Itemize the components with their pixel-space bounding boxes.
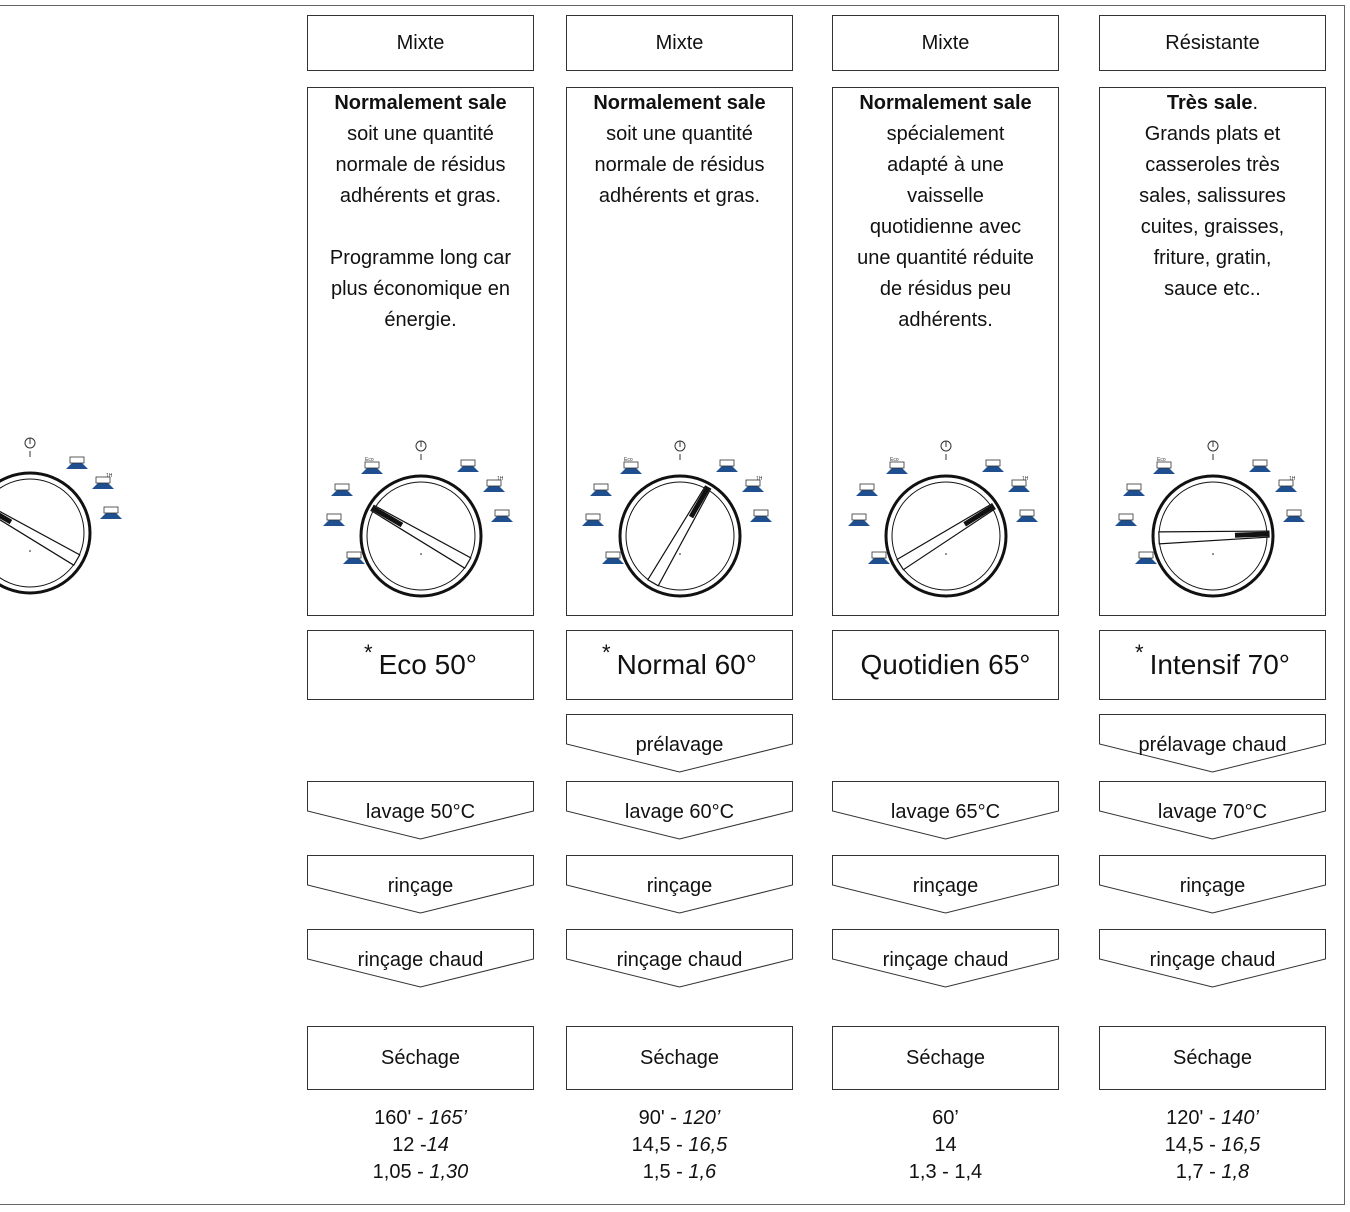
- svg-text:Eco: Eco: [365, 457, 374, 463]
- program-dial-illustration: [826, 428, 1066, 598]
- program-name-box: [832, 630, 1059, 700]
- step-label: rinçage chaud: [357, 949, 484, 971]
- step-label: rinçage chaud: [882, 949, 1009, 971]
- stat-line: 1,3 - 1,4: [908, 1161, 983, 1183]
- program-name-box: [307, 630, 534, 700]
- drying-step: Séchage: [566, 1026, 793, 1090]
- step-rincage-chaud: [566, 929, 793, 989]
- program-stats: [307, 1105, 534, 1186]
- description-text: Grands plats et casseroles très sales, salissures cuites, graisses, friture, gratin, sauce etc..: [1139, 123, 1286, 300]
- svg-text:Eco: Eco: [1157, 457, 1166, 463]
- program-description: [307, 87, 534, 616]
- step-label: lavage 70°C: [1157, 801, 1268, 823]
- svg-text:Eco: Eco: [890, 457, 899, 463]
- program-description: [832, 87, 1059, 616]
- step-label: rinçage chaud: [616, 949, 743, 971]
- step-lavage: [832, 781, 1059, 841]
- stat-line: 90' - 120’: [638, 1107, 721, 1129]
- program-star: *: [364, 640, 373, 665]
- program-name-box: [566, 630, 793, 700]
- category-header: Résistante: [1099, 15, 1326, 71]
- program-name: Quotidien 65°: [860, 649, 1031, 680]
- step-label: lavage 65°C: [890, 801, 1001, 823]
- drying-step: Séchage: [307, 1026, 534, 1090]
- svg-text:Eco: Eco: [624, 457, 633, 463]
- step-rincage: [832, 855, 1059, 915]
- program-dial-illustration: [1093, 428, 1333, 598]
- step-lavage: [1099, 781, 1326, 841]
- step-rincage-chaud: [1099, 929, 1326, 989]
- category-header: Mixte: [832, 15, 1059, 71]
- stat-line: 1,5 - 1,6: [642, 1161, 717, 1183]
- description-title: Normalement sale: [859, 92, 1032, 114]
- program-dial-illustration: [301, 428, 541, 598]
- description-text: spécialement adapté à une vaisselle quotidienne avec une quantité réduite de résidus peu adhérents.: [857, 123, 1034, 331]
- program-description: [1099, 87, 1326, 616]
- stat-line: 160' - 165’: [374, 1107, 467, 1129]
- step-rincage-chaud: [832, 929, 1059, 989]
- stat-line: 14,5 - 16,5: [1164, 1134, 1261, 1156]
- category-header: Mixte: [566, 15, 793, 71]
- description-text: soit une quantité normale de résidus adhérents et gras.: [594, 123, 765, 207]
- step-prelavage: [566, 714, 793, 774]
- step-label: lavage 60°C: [624, 801, 735, 823]
- description-title: Très sale.: [1166, 92, 1259, 114]
- stat-line: 14: [934, 1134, 957, 1156]
- step-rincage: [1099, 855, 1326, 915]
- program-name: Normal 60°: [616, 649, 757, 680]
- category-header: Mixte: [307, 15, 534, 71]
- svg-text:1H: 1H: [756, 476, 763, 482]
- program-description: [566, 87, 793, 616]
- svg-text:1H: 1H: [1289, 476, 1296, 482]
- stat-line: 14,5 - 16,5: [631, 1134, 728, 1156]
- program-name: Intensif 70°: [1149, 649, 1290, 680]
- step-label: rinçage: [912, 875, 979, 897]
- step-label: prélavage: [635, 734, 724, 756]
- program-name: Eco 50°: [378, 649, 477, 680]
- program-star: *: [602, 640, 611, 665]
- drying-step: Séchage: [1099, 1026, 1326, 1090]
- step-label: rinçage chaud: [1149, 949, 1276, 971]
- side-dial-illustration: [0, 425, 170, 635]
- step-lavage: [566, 781, 793, 841]
- step-rincage: [307, 855, 534, 915]
- stat-line: 60’: [932, 1107, 959, 1129]
- stat-line: 12 -14: [392, 1134, 449, 1156]
- drying-step: Séchage: [832, 1026, 1059, 1090]
- stat-line: 1,05 - 1,30: [372, 1161, 469, 1183]
- step-rincage-chaud: [307, 929, 534, 989]
- svg-text:1H: 1H: [497, 476, 504, 482]
- program-name-box: [1099, 630, 1326, 700]
- description-title: Normalement sale: [334, 92, 507, 114]
- step-label: rinçage: [1179, 875, 1246, 897]
- program-stats: [1099, 1105, 1326, 1186]
- step-label: lavage 50°C: [365, 801, 476, 823]
- svg-text:1H: 1H: [1022, 476, 1029, 482]
- svg-text:1H: 1H: [106, 473, 113, 479]
- step-rincage: [566, 855, 793, 915]
- description-text: soit une quantité normale de résidus adhérents et gras. Programme long car plus économique en énergie.: [329, 123, 512, 331]
- description-title: Normalement sale: [593, 92, 766, 114]
- step-label: rinçage: [387, 875, 454, 897]
- program-stats: [566, 1105, 793, 1186]
- program-dial-illustration: [560, 428, 800, 598]
- program-star: *: [1135, 640, 1144, 665]
- step-label: prélavage chaud: [1138, 734, 1287, 756]
- step-prelavage: [1099, 714, 1326, 774]
- program-stats: [832, 1105, 1059, 1186]
- step-label: rinçage: [646, 875, 713, 897]
- stat-line: 120' - 140’: [1166, 1107, 1259, 1129]
- step-lavage: [307, 781, 534, 841]
- stat-line: 1,7 - 1,8: [1175, 1161, 1250, 1183]
